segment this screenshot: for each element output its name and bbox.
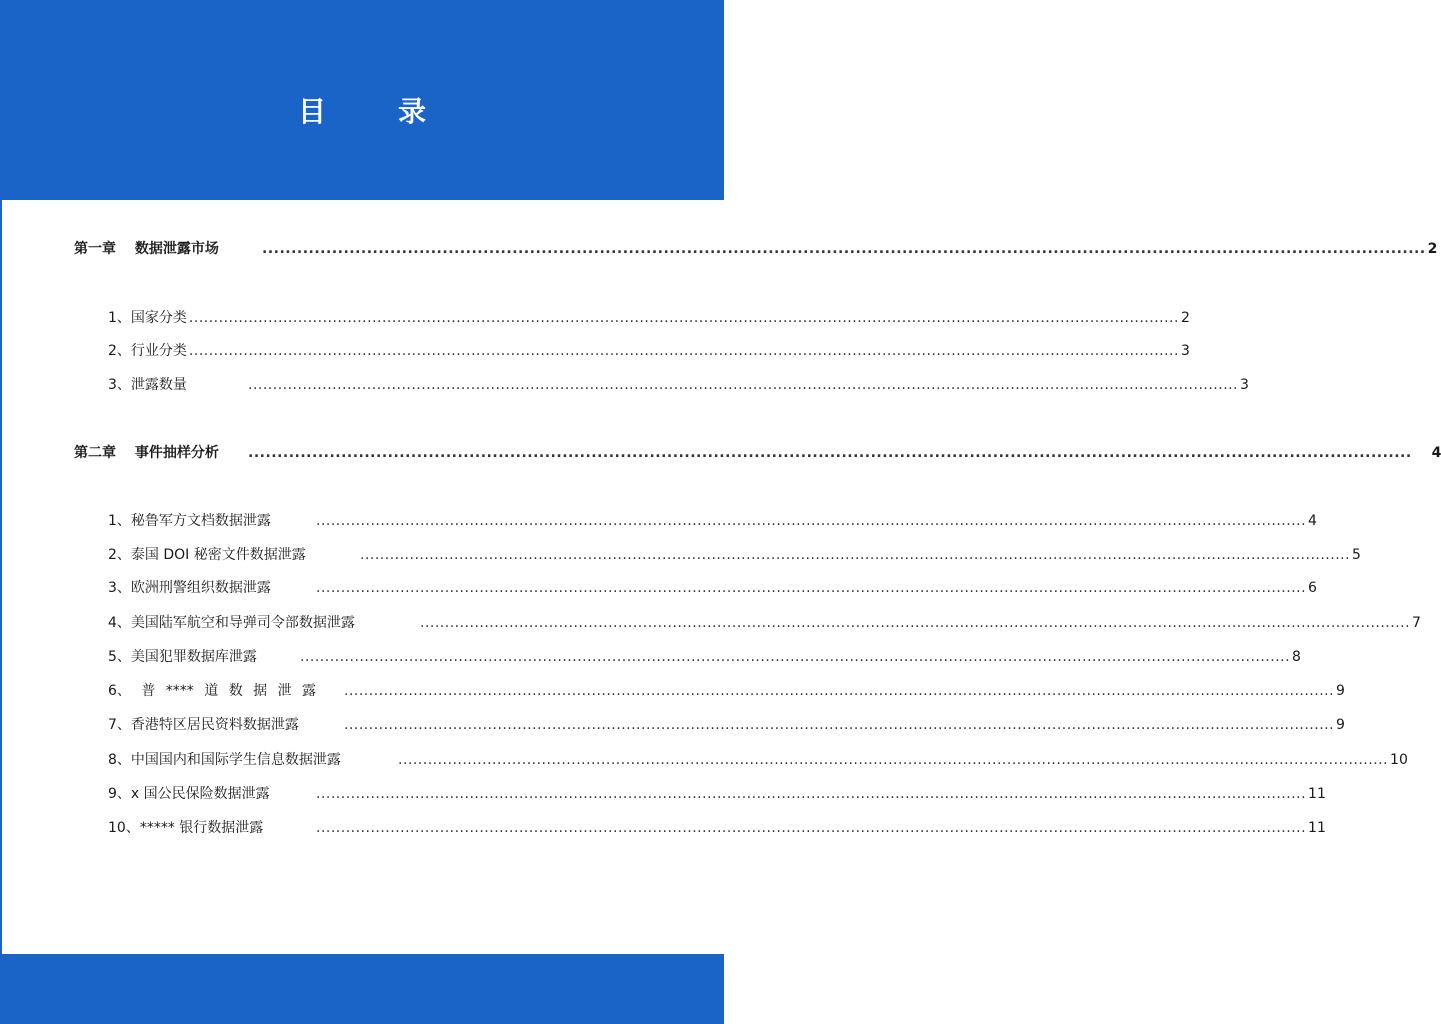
toc-label: 7、香港特区居民资料数据泄露 bbox=[108, 717, 299, 733]
toc-page: 6 bbox=[1308, 580, 1317, 596]
toc-page: 4 bbox=[1431, 445, 1441, 461]
toc-chapter-2[interactable] bbox=[74, 442, 1441, 464]
toc-page: 3 bbox=[1180, 343, 1190, 359]
toc-leader: ........................................................................................................................................................................................................ bbox=[248, 445, 1412, 461]
toc-label: 3、欧洲刑警组织数据泄露 bbox=[108, 580, 271, 596]
toc-item[interactable] bbox=[108, 749, 1408, 771]
toc-item[interactable] bbox=[108, 612, 1421, 634]
toc-label: 8、中国国内和国际学生信息数据泄露 bbox=[108, 752, 341, 768]
toc-leader: ........................................................................................................................................................................................................ bbox=[344, 683, 1335, 699]
toc-page: 4 bbox=[1308, 513, 1317, 529]
toc-leader: ........................................................................................................................................................................................................ bbox=[248, 377, 1239, 393]
toc-item[interactable] bbox=[108, 714, 1345, 736]
toc-leader: ........................................................................................................................................................................................................ bbox=[420, 615, 1411, 631]
toc-leader: ........................................................................................................................................................................................................ bbox=[262, 241, 1426, 257]
toc-label: 第一章 数据泄露市场 bbox=[74, 241, 219, 257]
toc-label: 4、美国陆军航空和导弹司令部数据泄露 bbox=[108, 615, 355, 631]
toc-page: 2 bbox=[1180, 310, 1190, 326]
toc-page: 7 bbox=[1412, 615, 1421, 631]
toc-leader: ........................................................................................................................................................................................................ bbox=[360, 547, 1351, 563]
toc-label: 第二章 事件抽样分析 bbox=[74, 445, 219, 461]
toc-label: 6、 普 **** 道 数 据 泄 露 bbox=[108, 683, 317, 699]
toc-label: 9、x 国公民保险数据泄露 bbox=[108, 786, 270, 802]
toc-leader: ........................................................................................................................................................................................................ bbox=[316, 820, 1307, 836]
toc-page: 11 bbox=[1308, 820, 1326, 836]
toc-chapter-1[interactable] bbox=[74, 238, 1438, 260]
toc-page: 9 bbox=[1336, 717, 1345, 733]
toc-page: 2 bbox=[1427, 241, 1438, 257]
toc-item[interactable] bbox=[108, 510, 1317, 532]
toc-leader: ........................................................................................................................................................................................................ bbox=[344, 717, 1335, 733]
toc-leader: ........................................................................................................................................................................................................ bbox=[188, 343, 1179, 359]
toc-leader: ........................................................................................................................................................................................................ bbox=[188, 310, 1179, 326]
toc-label: 1、国家分类 bbox=[108, 310, 187, 326]
left-border-line bbox=[0, 200, 2, 954]
toc-leader: ........................................................................................................................................................................................................ bbox=[398, 752, 1389, 768]
toc-label: 5、美国犯罪数据库泄露 bbox=[108, 649, 257, 665]
toc-item[interactable] bbox=[108, 307, 1190, 329]
header-banner bbox=[0, 0, 724, 200]
footer-banner bbox=[0, 954, 724, 1024]
toc-item[interactable] bbox=[108, 577, 1317, 599]
toc-label: 2、行业分类 bbox=[108, 343, 187, 359]
toc-leader: ........................................................................................................................................................................................................ bbox=[316, 513, 1307, 529]
toc-item[interactable] bbox=[108, 340, 1190, 362]
toc-item[interactable] bbox=[108, 374, 1249, 396]
toc-page: 5 bbox=[1352, 547, 1361, 563]
toc-page: 3 bbox=[1240, 377, 1249, 393]
toc-label: 3、泄露数量 bbox=[108, 377, 187, 393]
toc-item[interactable] bbox=[108, 680, 1345, 702]
toc-leader: ........................................................................................................................................................................................................ bbox=[316, 786, 1307, 802]
toc-label: 10、***** 银行数据泄露 bbox=[108, 820, 264, 836]
toc-page: 11 bbox=[1308, 786, 1326, 802]
toc-page: 10 bbox=[1390, 752, 1408, 768]
toc-item[interactable] bbox=[108, 783, 1326, 805]
page-title: 目 录 bbox=[297, 95, 448, 128]
toc-page: 8 bbox=[1292, 649, 1301, 665]
toc-page: 9 bbox=[1336, 683, 1345, 699]
toc-label: 1、秘鲁军方文档数据泄露 bbox=[108, 513, 271, 529]
toc-item[interactable] bbox=[108, 544, 1361, 566]
toc-leader: ........................................................................................................................................................................................................ bbox=[300, 649, 1291, 665]
toc-leader: ........................................................................................................................................................................................................ bbox=[316, 580, 1307, 596]
toc-item[interactable] bbox=[108, 817, 1326, 839]
toc-item[interactable] bbox=[108, 646, 1301, 668]
toc-label: 2、泰国 DOI 秘密文件数据泄露 bbox=[108, 547, 306, 563]
